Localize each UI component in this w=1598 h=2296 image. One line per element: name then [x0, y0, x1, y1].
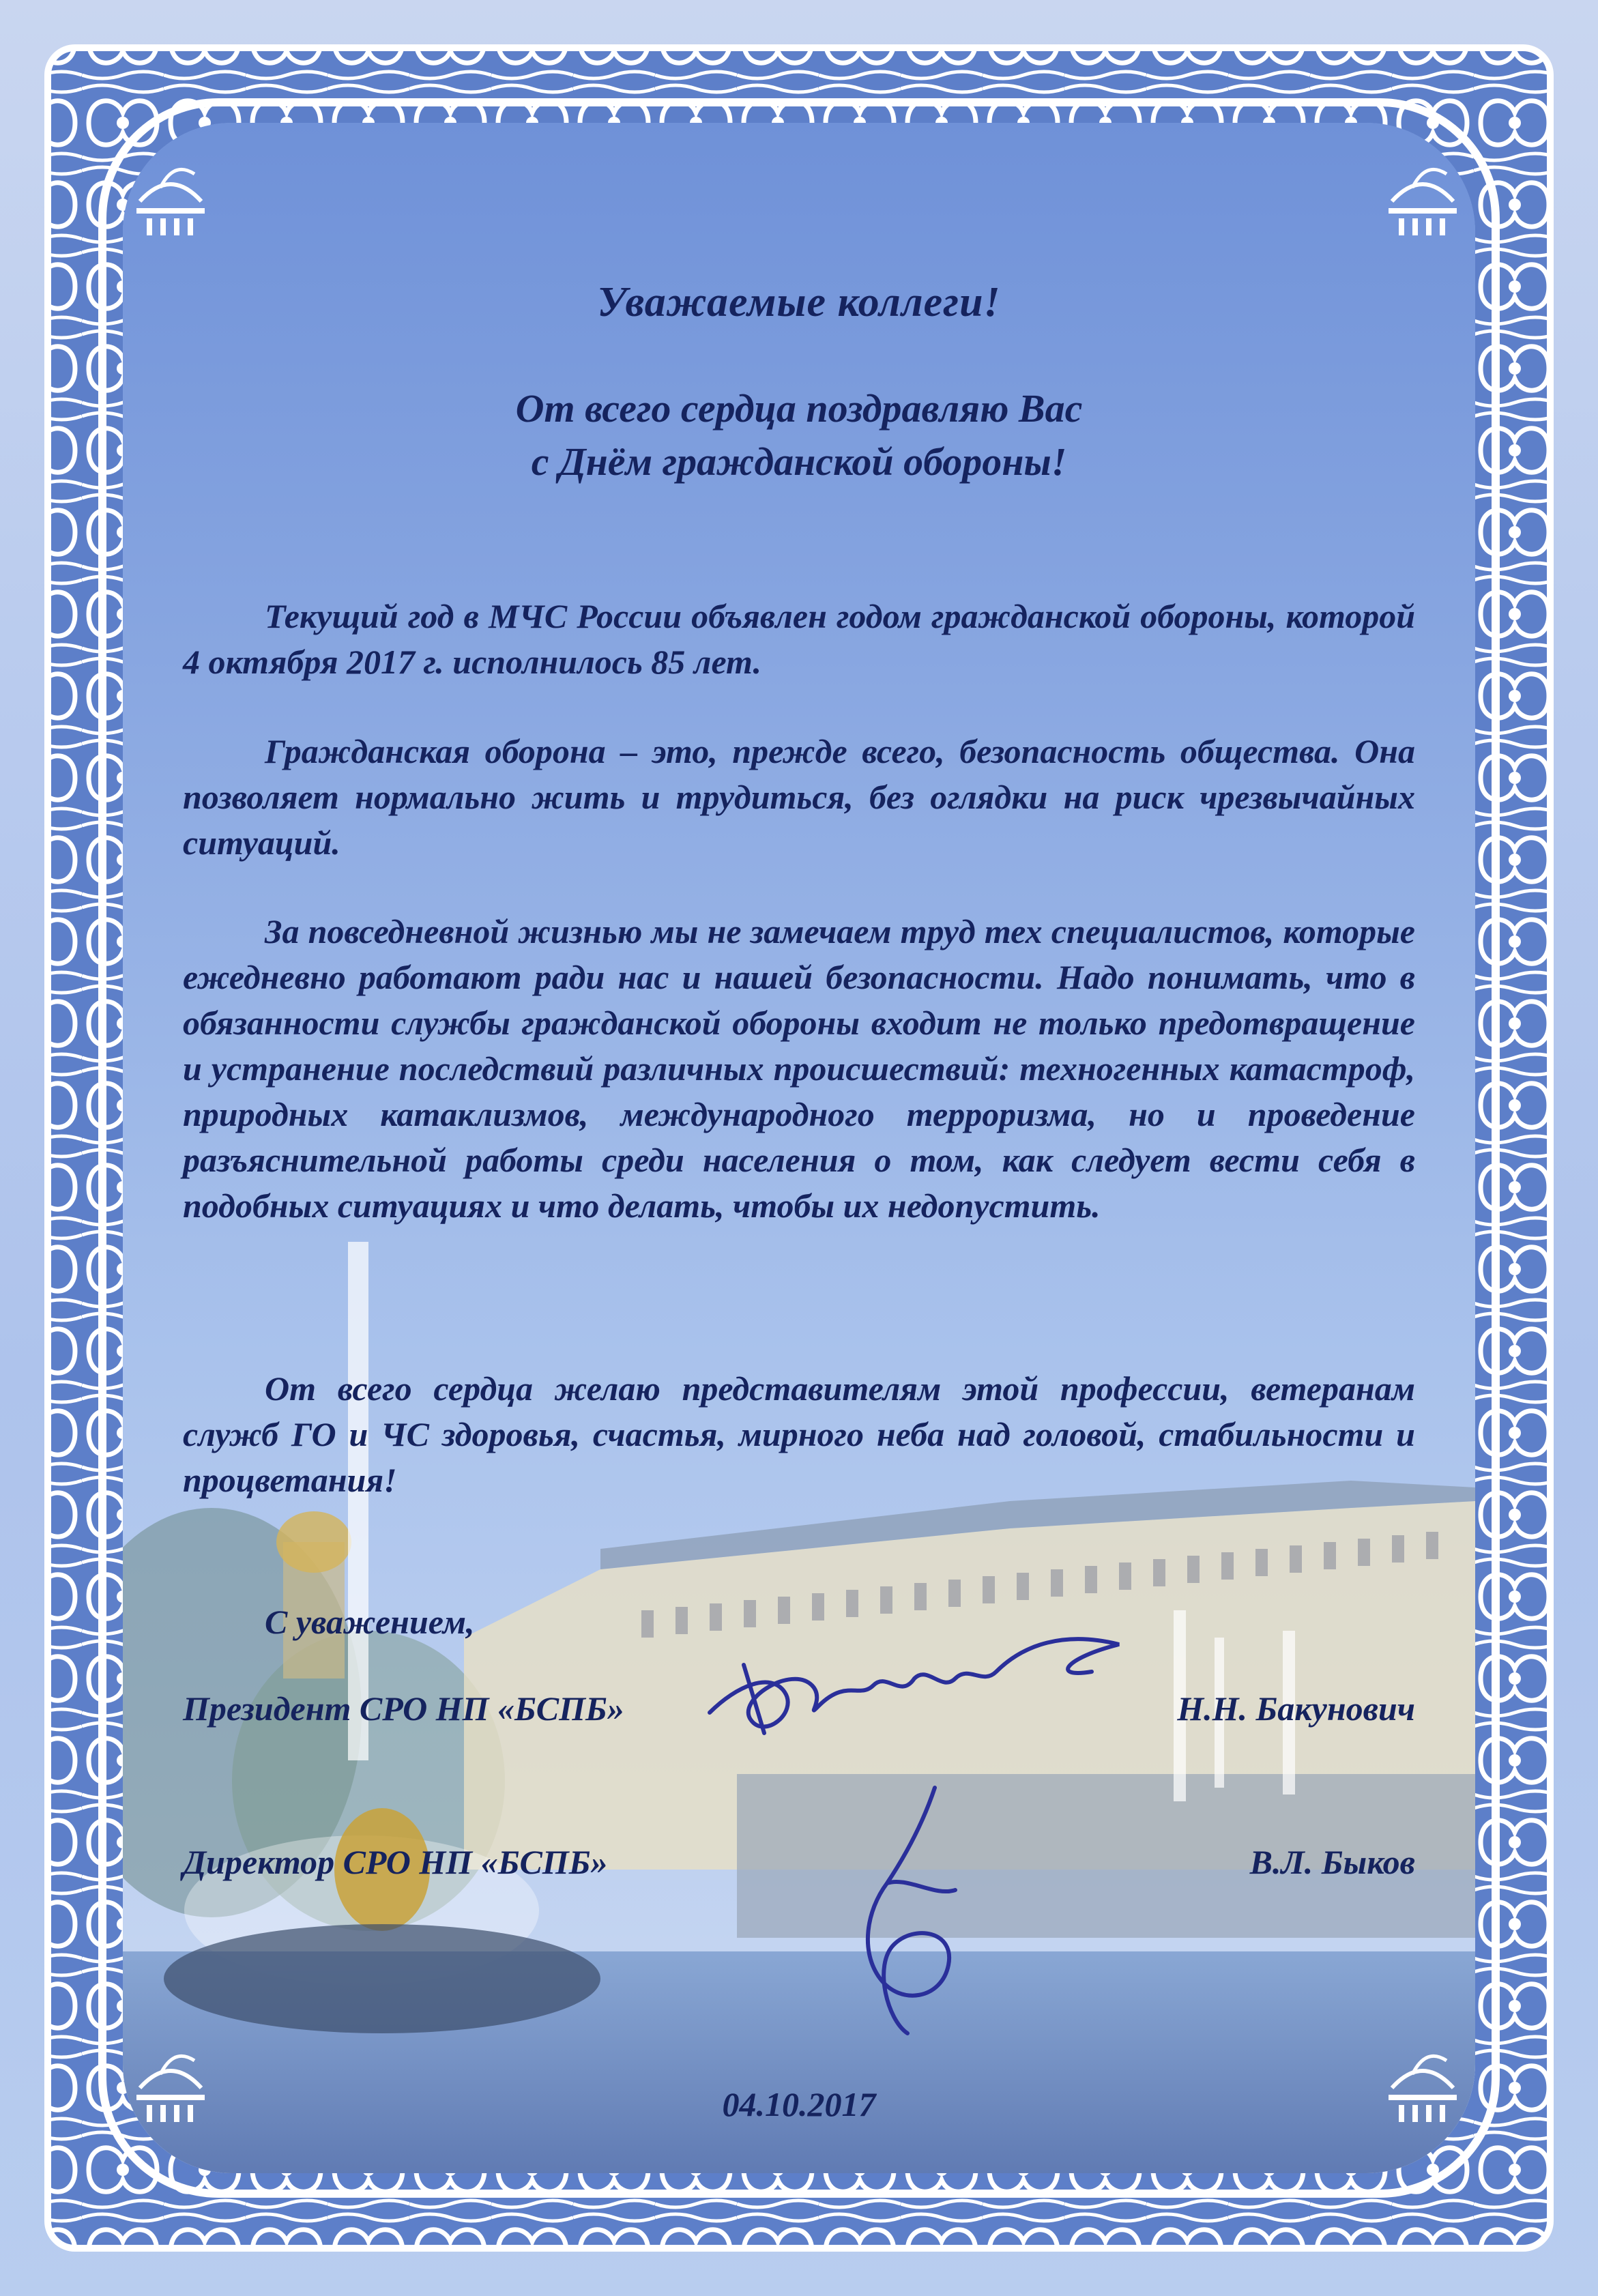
signatory-name: Н.Н. Бакунович: [1177, 1689, 1415, 1728]
signature-icon: [682, 1603, 1174, 1774]
signature-icon: [805, 1774, 1023, 2061]
signatory-name: В.Л. Быков: [1249, 1843, 1415, 1881]
letter-greeting: Уважаемые коллеги!: [597, 279, 1001, 325]
subtitle-line-2: с Днём гражданской обороны!: [531, 439, 1067, 484]
letter-date: 04.10.2017: [722, 2085, 876, 2123]
corner-emblem-icon: [1371, 2040, 1474, 2129]
letter-subtitle: [183, 382, 1415, 489]
subtitle-line-1: От всего сердца поздравляю Вас: [515, 386, 1083, 431]
corner-emblem-icon: [119, 2040, 222, 2129]
content-frame: [123, 123, 1475, 2173]
corner-emblem-icon: [119, 154, 222, 242]
signatory-role: Директор СРО НП «БСПБ»: [183, 1843, 608, 1881]
corner-emblem-icon: [1371, 154, 1474, 242]
paragraph-3: За повседневной жизнью мы не замечаем труд тех специалистов, которые ежедневно работают ради нас и нашей безопасности. Надо понимать, что в обязанности службы гражданской обороны входит не только предотвращение и устранение последствий различных происшествий: техногенных катастроф, природных катаклизмов, международного терроризма, но и проведение разъяснительной работы среди населения о том, как следует вести себя в подобных ситуациях и что делать, чтобы их недопустить.: [183, 912, 1415, 1225]
paragraph-4: От всего сердца желаю представителям этой профессии, ветеранам служб ГО и ЧС здоровья, счастья, мирного неба над головой, стабильности и процветания!: [183, 1369, 1415, 1499]
closing-phrase: С уважением,: [265, 1603, 475, 1641]
paragraph-2: Гражданская оборона – это, прежде всего, безопасность общества. Она позволяет нормально жить и трудиться, без оглядки на риск чрезвычайных ситуаций.: [183, 732, 1415, 862]
signatory-role: Президент СРО НП «БСПБ»: [183, 1689, 624, 1728]
paragraph-1: Текущий год в МЧС России объявлен годом гражданской обороны, которой 4 октября 2017 г. исполнилось 85 лет.: [183, 597, 1415, 681]
